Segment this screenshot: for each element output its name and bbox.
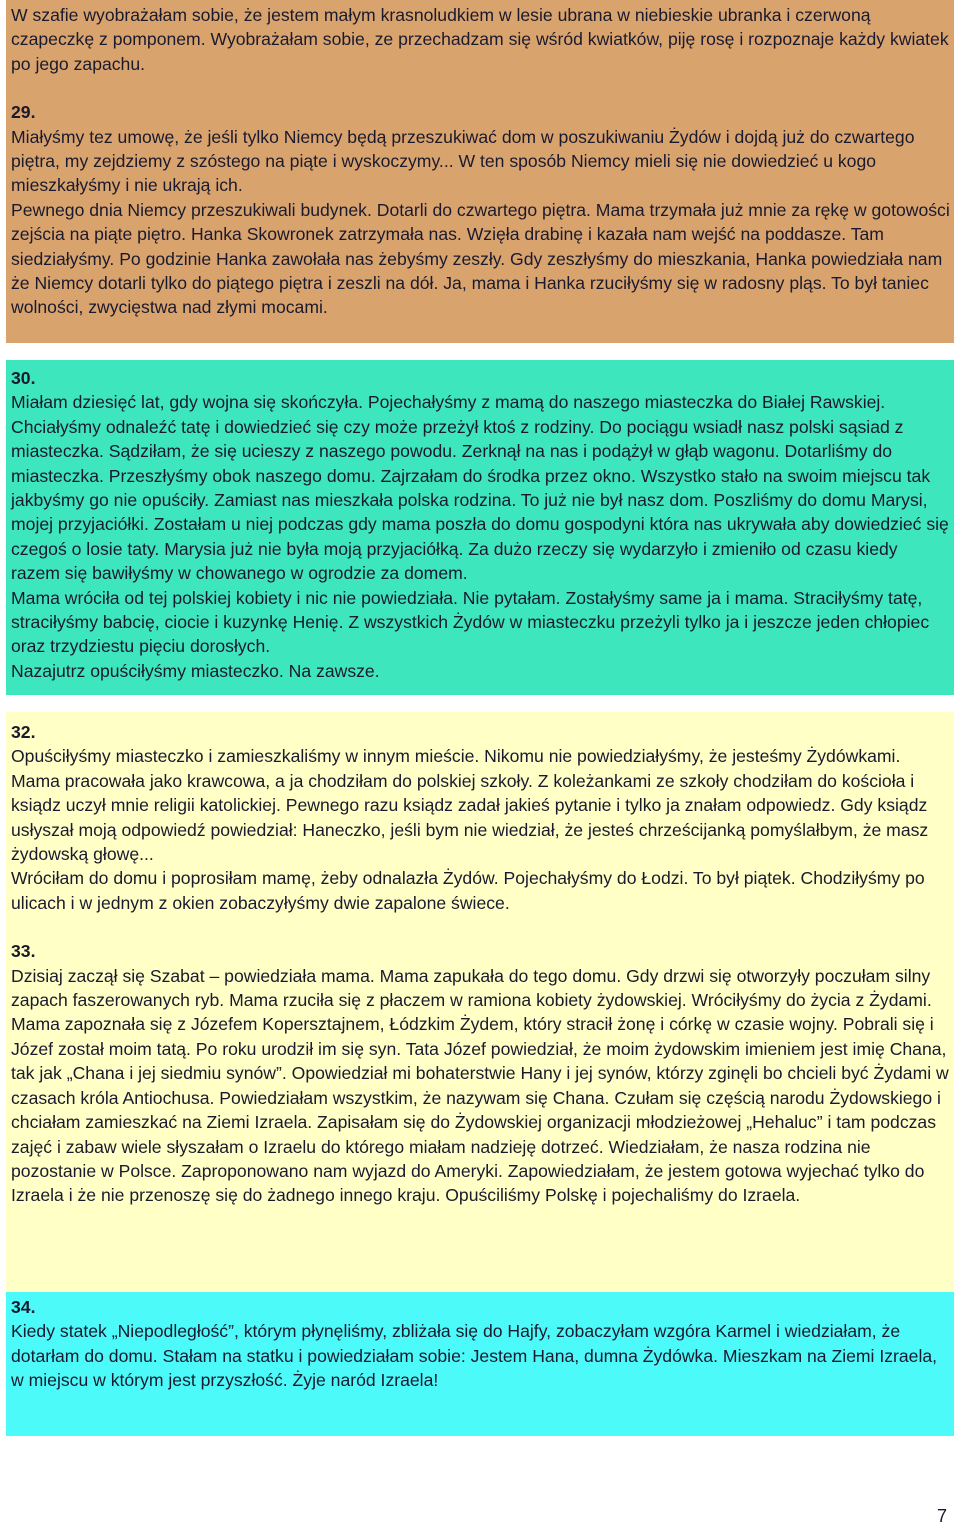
paragraph: Opuściłyśmy miasteczko i zamieszkaliśmy w innym mieście. Nikomu nie powiedziałyśmy, że jesteśmy Żydówkami. Mama pracowała jako krawcowa, a ja chodziłam do polskiej szkoły. Z koleżankami ze szkoły chodziłam do kościoła i ksiądz uczył mnie religii katolickiej. Pewnego razu ksiądz zadał jakieś pytanie i tylko ja znałam odpowiedz. Gdy ksiądz usłyszał moją odpowiedź powiedział: Haneczko, jeśli bym nie wiedział, że jesteś chrześcijanką pomyślałbym, że masz żydowską głowę... <box>11 746 929 865</box>
paragraph: Mama wróciła od tej polskiej kobiety i nic nie powiedziała. Nie pytałam. Zostałyśmy same ja i mama. Straciłyśmy tatę, straciłyśmy babcię, ciocie i kuzynkę Henię. Z wszystkich Żydów w miasteczku przeżyli tylko ja i jeszcze jeden chłopiec oraz trzydziestu pięciu dorosłych. <box>11 587 930 657</box>
paragraph: Miałam dziesięć lat, gdy wojna się skończyła. Pojechałyśmy z mamą do naszego miasteczka do Białej Rawskiej. Chciałyśmy odnaleźć tatę i dowiedzieć się czy może przeżył ktoś z rodziny. Do pociągu wsiadł nasz polski sąsiad z miasteczka. Sądziłam, że się ucieszy z naszego powodu. Zerknął na nas i podążył w głąb wagonu. Dotarliśmy do miasteczka. Przeszłyśmy obok naszego domu. Zajrzałam do środka przez okno. Wszystko stało na swoim miejscu tak jakbyśmy go nie opuściły. Zamiast nas mieszkała polska rodzina. To już nie był nasz dom. Poszliśmy do domu Marysi, mojej przyjaciółki. Zostałam u niej podczas gdy mama poszła do domu gospodyni która nas ukrywała aby dowiedzieć się czegoś o losie taty. Marysia już nie była moją przyjaciółką. Za dużo rzeczy się wydarzyło i zmieniło od czasu kiedy razem się bawiłyśmy w chowanego w ogrodzie za domem. <box>11 392 949 584</box>
paragraph: Dzisiaj zaczął się Szabat – powiedziała mama. Mama zapukała do tego domu. Gdy drzwi się otworzyły poczułam silny zapach faszerowanych ryb. Mama rzuciła się z płaczem w ramiona kobiety żydowskiej. Wróciłyśmy do życia z Żydami. <box>11 965 932 1011</box>
paragraph: Wróciłam do domu i poprosiłam mamę, żeby odnalazła Żydów. Pojechałyśmy do Łodzi. To był piątek. Chodziłyśmy po ulicach i w jednym z okien zobaczyłyśmy dwie zapalone świece. <box>11 868 925 913</box>
paragraph: Pewnego dnia Niemcy przeszukiwali budynek. Dotarli do czwartego piętra. Mama trzymała już mnie za rękę w gotowości zejścia na piąte piętro. Hanka Skowronek zatrzymała nas. Wzięła drabinę i kazała nam wejść na poddasze. Tam siedziałyśmy. Po godzinie Hanka zawołała nas żebyśmy zeszły. Gdy zeszłyśmy do mieszkania, Hanka powiedziała nam że Niemcy dotarli tylko do piątego piętra i zeszli na dół. Ja, mama i Hanka rzuciłyśmy się w radosny pląs. To był taniec wolności, zwycięstwa nad złymi mocami. <box>11 199 950 318</box>
paragraph: Miałyśmy tez umowę, że jeśli tylko Niemcy będą przeszukiwać dom w poszukiwaniu Żydów i dojdą już do czwartego piętra, my zejdziemy z szóstego na piąte i wyskoczymy... W ten sposób Niemcy mieli się nie dowiedzieć u kogo mieszkałyśmy i nie ukrają ich. <box>11 126 915 196</box>
section-number: 34. <box>11 1297 36 1317</box>
section-number: 30. <box>11 368 36 388</box>
paragraph: Kiedy statek „Niepodległość”, którym płynęliśmy, zbliżała się do Hajfy, zobaczyłam wzgóra Karmel i wiedziałam, że dotarłam do domu. Stałam na statku i powiedziałam sobie: Jestem Hana, dumna Żydówka. Mieszkam na Ziemi Izraela, w miejscu w którym jest przyszłość. Żyje naród Izraela! <box>11 1321 938 1391</box>
story-block-32-33 <box>6 712 954 1292</box>
paragraph: W szafie wyobrażałam sobie, że jestem małym krasnoludkiem w lesie ubrana w niebieskie ubranka i czerwoną czapeczkę z pomponem. Wyobrażałam sobie, ze przechadzam się wśród kwiatków, piję rosę i rozpoznaje każdy kwiatek po jego zapachu. <box>11 5 949 74</box>
story-block-30 <box>6 360 954 695</box>
story-block-28-29 <box>6 0 954 343</box>
section-number: 33. <box>11 941 36 962</box>
section-number: 32. <box>11 722 36 742</box>
section-number: 29. <box>11 102 36 123</box>
page-number: 7 <box>937 1506 948 1526</box>
paragraph: Nazajutrz opuściłyśmy miasteczko. Na zawsze. <box>11 660 380 681</box>
paragraph: Mama zapoznała się z Józefem Kopersztajnem, Łódzkim Żydem, który stracił żonę i córkę w czasie wojny. Pobrali się i Józef został moim tatą. Po roku urodził im się syn. Tata Józef powiedział, że moim żydowskim imieniem jest imię Chana, tak jak „Chana i jej siedmiu synów”. Opowiedział mi bohaterstwie Hany i jej synów, którzy zginęli bo chcieli być Żydami w czasach króla Antiochusa. Powiedziałam wszystkim, że nazywam się Chana. Czułam się częścią narodu Żydowskiego i chciałam zamieszkać na Ziemi Izraela. Zapisałam się do Żydowskiej organizacji młodzieżowej „Hehaluc” i tam podczas zajęć i zabaw wiele słyszałam o Izraelu do którego miałam nadzieję dotrzeć. Wiedziałam, że nasza rodzina nie pozostanie w Polsce. Zaproponowano nam wyjazd do Ameryki. Zapowiedziałam, że jestem gotowa wyjechać tylko do Izraela i że nie przenoszę się do żadnego innego kraju. Opuściliśmy Polskę i pojechaliśmy do Izraela. <box>11 1014 949 1206</box>
story-block-34 <box>6 1292 954 1436</box>
